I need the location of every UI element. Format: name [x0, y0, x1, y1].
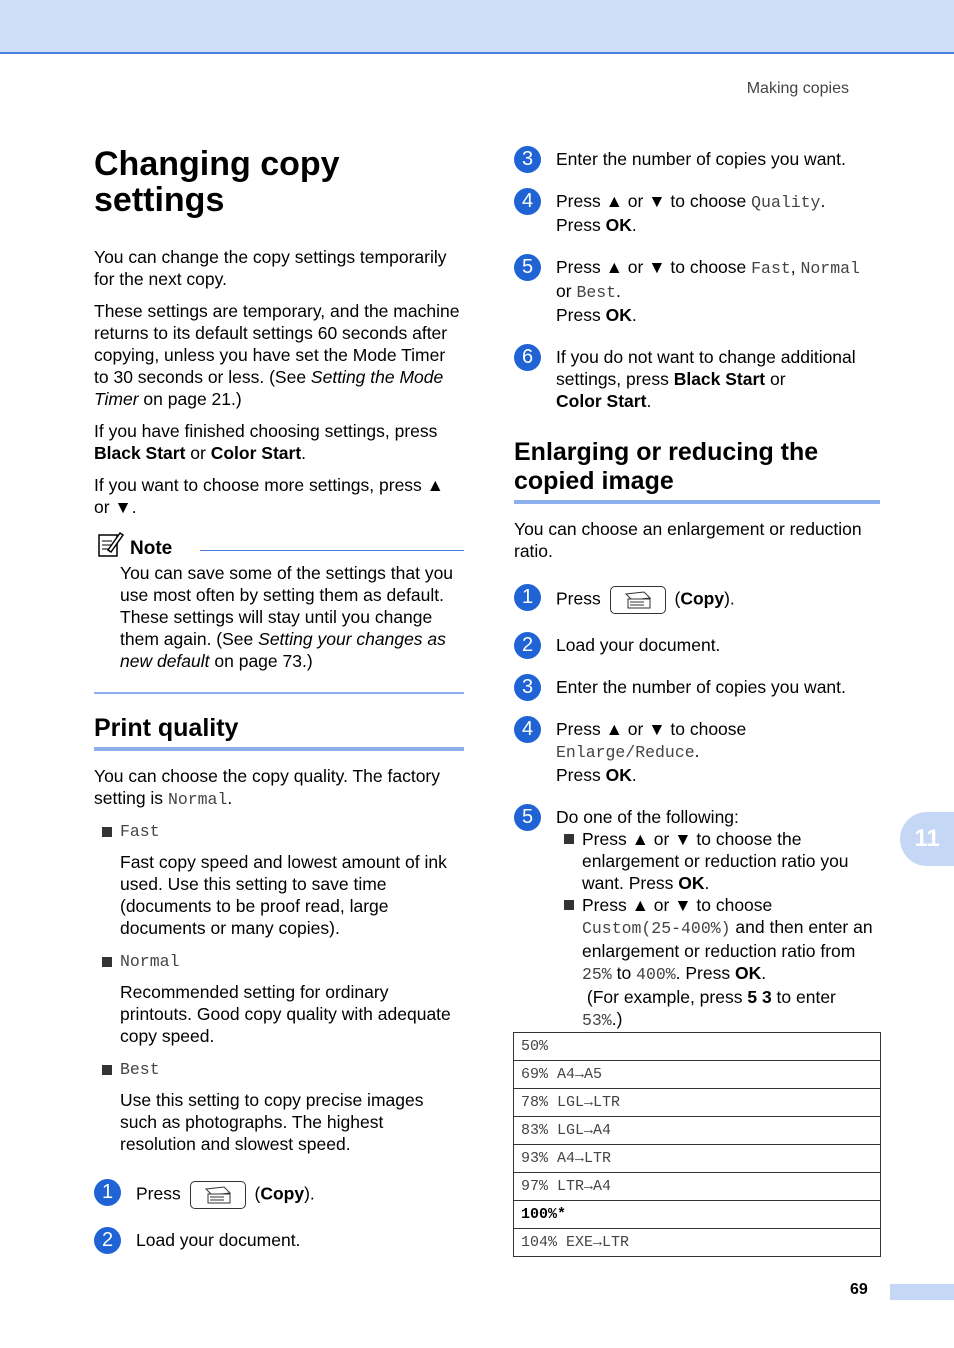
step-number: 5	[514, 254, 541, 281]
enlarge-step-2: 2 Load your document.	[514, 634, 880, 656]
option-fast-desc: Fast copy speed and lowest amount of ink used. Use this setting to save time (documents to be proof read, large documents or many copies).	[120, 852, 447, 938]
step-number: 5	[514, 804, 541, 831]
note-rule	[200, 550, 464, 551]
right-column	[514, 140, 880, 1052]
header-band	[0, 0, 954, 54]
sub-option-1: Press ▲ or ▼ to choose the enlargement or reduction ratio you want. Press OK.	[556, 828, 880, 894]
step-number: 4	[514, 716, 541, 743]
enlarge-step-1: 1 Press (Copy).	[514, 586, 880, 614]
table-row: 93% A4→LTR	[514, 1145, 881, 1173]
intro-paragraph-4: If you want to choose more settings, press ▲ or ▼.	[94, 475, 444, 517]
table-row: 50%	[514, 1033, 881, 1061]
left-column	[94, 140, 464, 1271]
quality-intro: You can choose the copy quality. The factory setting is Normal.	[94, 766, 441, 809]
intro-paragraph-2: These settings are temporary, and the machine returns to its default settings 60 seconds after copying, unless you have set the Mode Timer to 30 seconds or less. (See Setting the Mode Timer on page 21.)	[94, 301, 460, 409]
cross-reference[interactable]: Setting the Mode Timer	[94, 367, 444, 409]
section-heading-print-quality: Print quality	[94, 714, 464, 751]
enlarge-intro: You can choose an enlargement or reduction ratio.	[514, 519, 862, 561]
table-row: 97% LTR→A4	[514, 1173, 881, 1201]
step-number: 6	[514, 344, 541, 371]
section-heading-enlarge: Enlarging or reducing the copied image	[514, 438, 880, 504]
step-1: 1 Press (Copy).	[94, 1181, 464, 1209]
option-normal: Normal	[94, 951, 464, 973]
table-row: 104% EXE→LTR	[514, 1229, 881, 1257]
option-fast: Fast	[94, 821, 464, 843]
step-number: 1	[514, 584, 541, 611]
step-number: 2	[94, 1227, 121, 1254]
page-number: 69	[850, 1281, 868, 1298]
note-body: You can save some of the settings that you use most often by setting them as default. These settings will stay until you change them again. (See Setting your changes as new default on page 73.)	[120, 563, 454, 671]
step-4: 4 Press ▲ or ▼ to choose Quality. Press OK.	[514, 190, 880, 236]
page-number-bar	[890, 1284, 954, 1300]
table-row: 78% LGL→LTR	[514, 1089, 881, 1117]
chapter-tab: 11	[900, 812, 954, 866]
option-best-desc: Use this setting to copy precise images such as photographs. The highest resolution and slowest speed.	[120, 1090, 424, 1154]
enlarge-step-5: 5 Do one of the following: Press ▲ or ▼ to choose the enlargement or reduction ratio you want. Press OK. Press ▲ or ▼ to choose Custom(25-400%) and then enter an enlargement or reduction ratio from 25% to 400%. Press OK. (For example, press 5 3 to enter 53%.)	[514, 806, 880, 1032]
step-number: 3	[514, 146, 541, 173]
enlarge-step-3: 3 Enter the number of copies you want.	[514, 676, 880, 698]
step-3: 3 Enter the number of copies you want.	[514, 148, 880, 170]
note-header	[94, 534, 464, 562]
intro-paragraph-1: You can change the copy settings temporarily for the next copy.	[94, 247, 447, 289]
running-head: Making copies	[746, 80, 849, 97]
option-normal-desc: Recommended setting for ordinary printouts. Good copy quality with adequate copy speed.	[120, 982, 451, 1046]
cross-reference[interactable]: Setting your changes as new default	[120, 629, 446, 671]
copy-button-icon	[610, 586, 666, 614]
note-title: Note	[130, 538, 173, 559]
step-number: 2	[514, 632, 541, 659]
intro-paragraph-3: If you have finished choosing settings, press Black Start or Color Start.	[94, 421, 438, 463]
table-row: 83% LGL→A4	[514, 1117, 881, 1145]
option-best: Best	[94, 1059, 464, 1081]
sub-option-2: Press ▲ or ▼ to choose Custom(25-400%) and then enter an enlargement or reduction ratio from 25% to 400%. Press OK. (For example, press 5 3 to enter 53%.)	[556, 894, 880, 1032]
step-number: 3	[514, 674, 541, 701]
step-5: 5 Press ▲ or ▼ to choose Fast, Normal or Best. Press OK.	[514, 256, 880, 326]
step-2: 2 Load your document.	[94, 1229, 464, 1251]
page-title: Changing copy settings	[94, 145, 340, 219]
note-pencil-icon	[98, 530, 124, 558]
table-row: 100%*	[514, 1201, 881, 1229]
copy-button-icon	[190, 1181, 246, 1209]
ratio-table	[513, 1032, 881, 1257]
note-end-rule	[94, 692, 464, 694]
enlarge-step-4: 4 Press ▲ or ▼ to choose Enlarge/Reduce. Press OK.	[514, 718, 880, 786]
step-number: 4	[514, 188, 541, 215]
step-number: 1	[94, 1179, 121, 1206]
table-row: 69% A4→A5	[514, 1061, 881, 1089]
step-6: 6 If you do not want to change additional settings, press Black Start or Color Start.	[514, 346, 880, 412]
